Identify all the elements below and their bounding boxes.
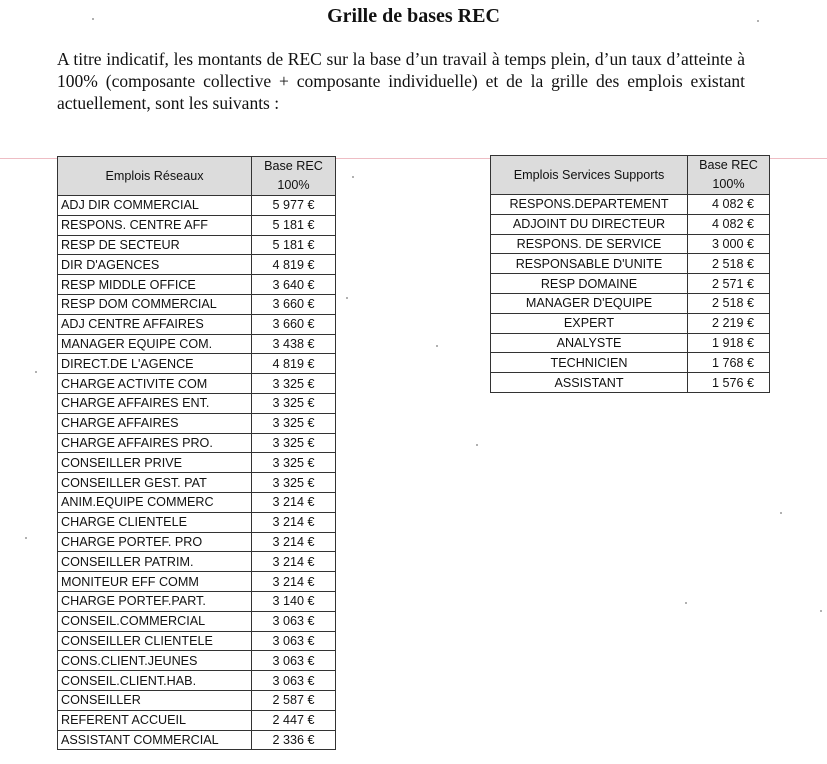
base-rec-value-cell: 3 325 € <box>252 473 336 493</box>
table-row <box>491 195 770 215</box>
job-title-cell: MONITEUR EFF COMM <box>58 572 252 592</box>
table-row <box>58 492 336 512</box>
base-rec-value-cell: 3 438 € <box>252 334 336 354</box>
job-title-cell: TECHNICIEN <box>491 353 688 373</box>
table-row <box>58 255 336 275</box>
scan-speck <box>92 18 94 20</box>
table-row <box>58 631 336 651</box>
table-row <box>58 393 336 413</box>
header-base-rec <box>688 156 770 195</box>
scan-speck <box>685 602 687 604</box>
job-title-cell: CHARGE AFFAIRES ENT. <box>58 393 252 413</box>
table-row <box>58 374 336 394</box>
table-row <box>58 196 336 216</box>
scan-speck <box>820 610 822 612</box>
table-row <box>491 214 770 234</box>
job-title-cell: ADJ DIR COMMERCIAL <box>58 196 252 216</box>
base-rec-value-cell: 3 214 € <box>252 512 336 532</box>
job-title-cell: RESP DOM COMMERCIAL <box>58 294 252 314</box>
table-row <box>491 274 770 294</box>
table-row <box>58 730 336 750</box>
base-rec-value-cell: 2 571 € <box>688 274 770 294</box>
base-rec-value-cell: 3 325 € <box>252 413 336 433</box>
table-row <box>58 552 336 572</box>
base-rec-value-cell: 1 768 € <box>688 353 770 373</box>
job-title-cell: RESP MIDDLE OFFICE <box>58 275 252 295</box>
base-rec-value-cell: 1 918 € <box>688 333 770 353</box>
table-emplois-supports <box>490 155 770 393</box>
table-row <box>58 532 336 552</box>
job-title-cell: CHARGE PORTEF. PRO <box>58 532 252 552</box>
job-title-cell: CHARGE AFFAIRES PRO. <box>58 433 252 453</box>
scan-speck <box>35 371 37 373</box>
table-row <box>491 293 770 313</box>
table-row <box>491 353 770 373</box>
job-title-cell: RESP DOMAINE <box>491 274 688 294</box>
job-title-cell: DIRECT.DE L'AGENCE <box>58 354 252 374</box>
base-rec-value-cell: 3 214 € <box>252 492 336 512</box>
job-title-cell: RESP DE SECTEUR <box>58 235 252 255</box>
header-job: Emplois Réseaux <box>58 157 252 196</box>
base-rec-value-cell: 2 518 € <box>688 293 770 313</box>
table-row <box>491 373 770 393</box>
job-title-cell: REFERENT ACCUEIL <box>58 710 252 730</box>
job-title-cell: ADJOINT DU DIRECTEUR <box>491 214 688 234</box>
base-rec-value-cell: 4 819 € <box>252 354 336 374</box>
table-row <box>58 671 336 691</box>
table-row <box>58 591 336 611</box>
table-row <box>58 235 336 255</box>
base-rec-value-cell: 3 063 € <box>252 671 336 691</box>
table-row <box>491 234 770 254</box>
table-row <box>58 572 336 592</box>
job-title-cell: DIR D'AGENCES <box>58 255 252 275</box>
job-title-cell: MANAGER D'EQUIPE <box>491 293 688 313</box>
table-row <box>58 473 336 493</box>
base-rec-value-cell: 4 082 € <box>688 195 770 215</box>
base-rec-value-cell: 2 587 € <box>252 690 336 710</box>
base-rec-value-cell: 2 219 € <box>688 313 770 333</box>
table-row <box>491 254 770 274</box>
base-rec-value-cell: 3 214 € <box>252 552 336 572</box>
job-title-cell: ASSISTANT <box>491 373 688 393</box>
table-row <box>58 651 336 671</box>
header-base-rec <box>252 157 336 196</box>
table-row <box>58 433 336 453</box>
job-title-cell: CONSEILLER CLIENTELE <box>58 631 252 651</box>
base-rec-value-cell: 5 181 € <box>252 235 336 255</box>
header-base-line1: Base REC <box>699 158 758 172</box>
page-title: Grille de bases REC <box>327 5 500 27</box>
table-row <box>491 333 770 353</box>
table-row <box>58 314 336 334</box>
base-rec-value-cell: 3 660 € <box>252 294 336 314</box>
job-title-cell: CONSEIL.COMMERCIAL <box>58 611 252 631</box>
header-base-line1: Base REC <box>264 159 323 173</box>
scan-speck <box>780 512 782 514</box>
job-title-cell: CHARGE CLIENTELE <box>58 512 252 532</box>
table-header-row <box>491 156 770 195</box>
scan-speck <box>436 345 438 347</box>
job-title-cell: RESPONSABLE D'UNITE <box>491 254 688 274</box>
job-title-cell: CHARGE PORTEF.PART. <box>58 591 252 611</box>
header-base-line2: 100% <box>277 178 310 192</box>
scan-speck <box>757 20 759 22</box>
table-emplois-reseaux <box>57 156 336 750</box>
job-title-cell: CONSEILLER <box>58 690 252 710</box>
base-rec-value-cell: 1 576 € <box>688 373 770 393</box>
base-rec-value-cell: 3 325 € <box>252 393 336 413</box>
job-title-cell: ASSISTANT COMMERCIAL <box>58 730 252 750</box>
base-rec-value-cell: 5 977 € <box>252 196 336 216</box>
job-title-cell: CHARGE AFFAIRES <box>58 413 252 433</box>
base-rec-value-cell: 3 214 € <box>252 532 336 552</box>
base-rec-value-cell: 3 000 € <box>688 234 770 254</box>
base-rec-value-cell: 3 063 € <box>252 611 336 631</box>
base-rec-value-cell: 5 181 € <box>252 215 336 235</box>
job-title-cell: CONSEILLER PATRIM. <box>58 552 252 572</box>
base-rec-value-cell: 3 325 € <box>252 433 336 453</box>
table-row <box>58 710 336 730</box>
job-title-cell: CHARGE ACTIVITE COM <box>58 374 252 394</box>
job-title-cell: RESPONS.DEPARTEMENT <box>491 195 688 215</box>
table-row <box>58 453 336 473</box>
base-rec-value-cell: 3 325 € <box>252 374 336 394</box>
base-rec-value-cell: 3 063 € <box>252 631 336 651</box>
scan-speck <box>476 444 478 446</box>
base-rec-value-cell: 4 082 € <box>688 214 770 234</box>
table-row <box>58 294 336 314</box>
base-rec-value-cell: 4 819 € <box>252 255 336 275</box>
job-title-cell: ANIM.EQUIPE COMMERC <box>58 492 252 512</box>
scan-speck <box>346 297 348 299</box>
job-title-cell: CONSEILLER GEST. PAT <box>58 473 252 493</box>
table-row <box>58 215 336 235</box>
base-rec-value-cell: 3 660 € <box>252 314 336 334</box>
base-rec-value-cell: 2 336 € <box>252 730 336 750</box>
base-rec-value-cell: 2 447 € <box>252 710 336 730</box>
base-rec-value-cell: 3 640 € <box>252 275 336 295</box>
intro-paragraph: A titre indicatif, les montants de REC sur la base d’un travail à temps plein, d’un taux d’atteinte à 100% (composante collective + composante individuelle) et de la grille des emplois existant actuellement, sont les suivants : <box>57 49 745 113</box>
job-title-cell: RESPONS. DE SERVICE <box>491 234 688 254</box>
scan-speck <box>25 537 27 539</box>
table-row <box>58 690 336 710</box>
base-rec-value-cell: 3 214 € <box>252 572 336 592</box>
table-row <box>58 354 336 374</box>
table-row <box>58 611 336 631</box>
base-rec-value-cell: 3 063 € <box>252 651 336 671</box>
scan-speck <box>352 176 354 178</box>
job-title-cell: CONSEILLER PRIVE <box>58 453 252 473</box>
base-rec-value-cell: 3 325 € <box>252 453 336 473</box>
job-title-cell: CONSEIL.CLIENT.HAB. <box>58 671 252 691</box>
job-title-cell: ADJ CENTRE AFFAIRES <box>58 314 252 334</box>
table-header-row <box>58 157 336 196</box>
base-rec-value-cell: 2 518 € <box>688 254 770 274</box>
job-title-cell: CONS.CLIENT.JEUNES <box>58 651 252 671</box>
base-rec-value-cell: 3 140 € <box>252 591 336 611</box>
job-title-cell: ANALYSTE <box>491 333 688 353</box>
header-job: Emplois Services Supports <box>491 156 688 195</box>
table-row <box>58 413 336 433</box>
table-row <box>491 313 770 333</box>
table-row <box>58 275 336 295</box>
table-row <box>58 512 336 532</box>
header-base-line2: 100% <box>712 177 745 191</box>
job-title-cell: RESPONS. CENTRE AFF <box>58 215 252 235</box>
table-row <box>58 334 336 354</box>
job-title-cell: EXPERT <box>491 313 688 333</box>
job-title-cell: MANAGER EQUIPE COM. <box>58 334 252 354</box>
